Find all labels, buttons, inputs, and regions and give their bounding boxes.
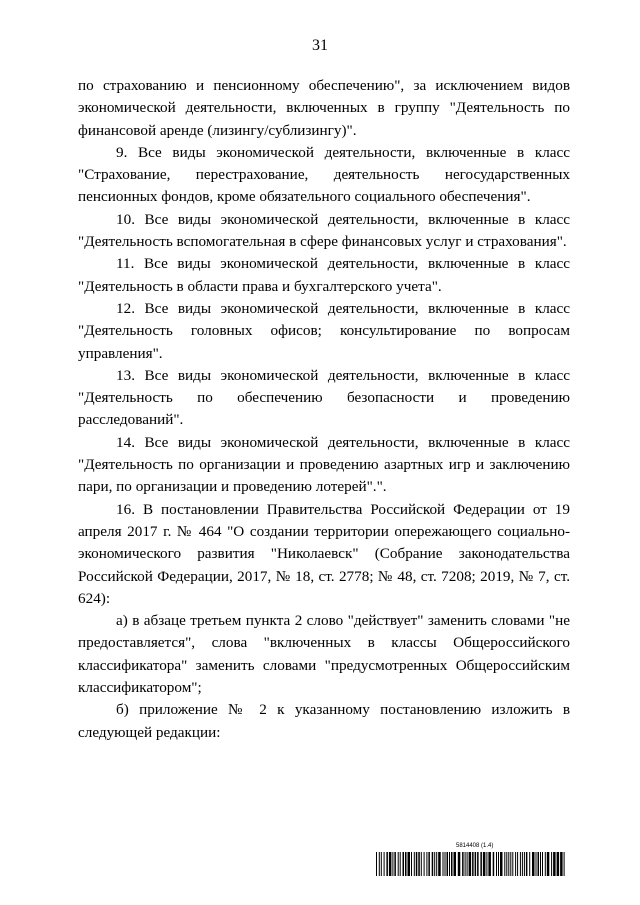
paragraph-item-12: 12. Все виды экономической деятельности, включенные в класс "Деятельность головных офисов; консультирование по вопросам управления".: [78, 299, 570, 362]
paragraph-item-11: 11. Все виды экономической деятельности, включенные в класс "Деятельность в области права и бухгалтерского учета".: [78, 255, 570, 295]
paragraph-subitem-a: а) в абзаце третьем пункта 2 слово "действует" заменить словами "не предоставляется", слова "включенных в классы Общероссийского классификатора" заменить словами "предусмотренных Общероссийским классификатором";: [78, 612, 570, 697]
paragraph-item-14: 14. Все виды экономической деятельности, включенные в класс "Деятельность по организации и проведению азартных игр и заключению пари, по организации и проведению лотерей".".: [78, 433, 570, 496]
paragraph-subitem-b: б) приложение № 2 к указанному постановлению изложить в следующей редакции:: [78, 701, 570, 741]
document-body: [78, 75, 570, 744]
paragraph-item-16: 16. В постановлении Правительства Российской Федерации от 19 апреля 2017 г. № 464 "О создании территории опережающего социально-экономического развития "Николаевск" (Собрание законодательства Российской Федерации, 2017, № 18, ст. 2778; № 48, ст. 7208; 2019, № 7, ст. 624):: [78, 500, 570, 607]
barcode-block: [376, 843, 568, 877]
paragraph-item-9: 9. Все виды экономической деятельности, включенные в класс "Страхование, перестрахование, деятельность негосударственных пенсионных фондов, кроме обязательного социального обеспечения".: [78, 143, 570, 206]
page-number: 31: [312, 37, 328, 54]
barcode-caption: 5814408 (1.4): [456, 843, 494, 849]
paragraph-item-13: 13. Все виды экономической деятельности, включенные в класс "Деятельность по обеспечению безопасности и проведению расследований".: [78, 366, 570, 429]
paragraph-item-10: 10. Все виды экономической деятельности, включенные в класс "Деятельность вспомогательная в сфере финансовых услуг и страхования".: [78, 210, 570, 251]
barcode-image: [376, 852, 568, 876]
paragraph-continuation: по страхованию и пенсионному обеспечению", за исключением видов экономической деятельности, включенных в группу "Деятельность по финансовой аренде (лизингу/сублизингу)".: [78, 77, 570, 139]
